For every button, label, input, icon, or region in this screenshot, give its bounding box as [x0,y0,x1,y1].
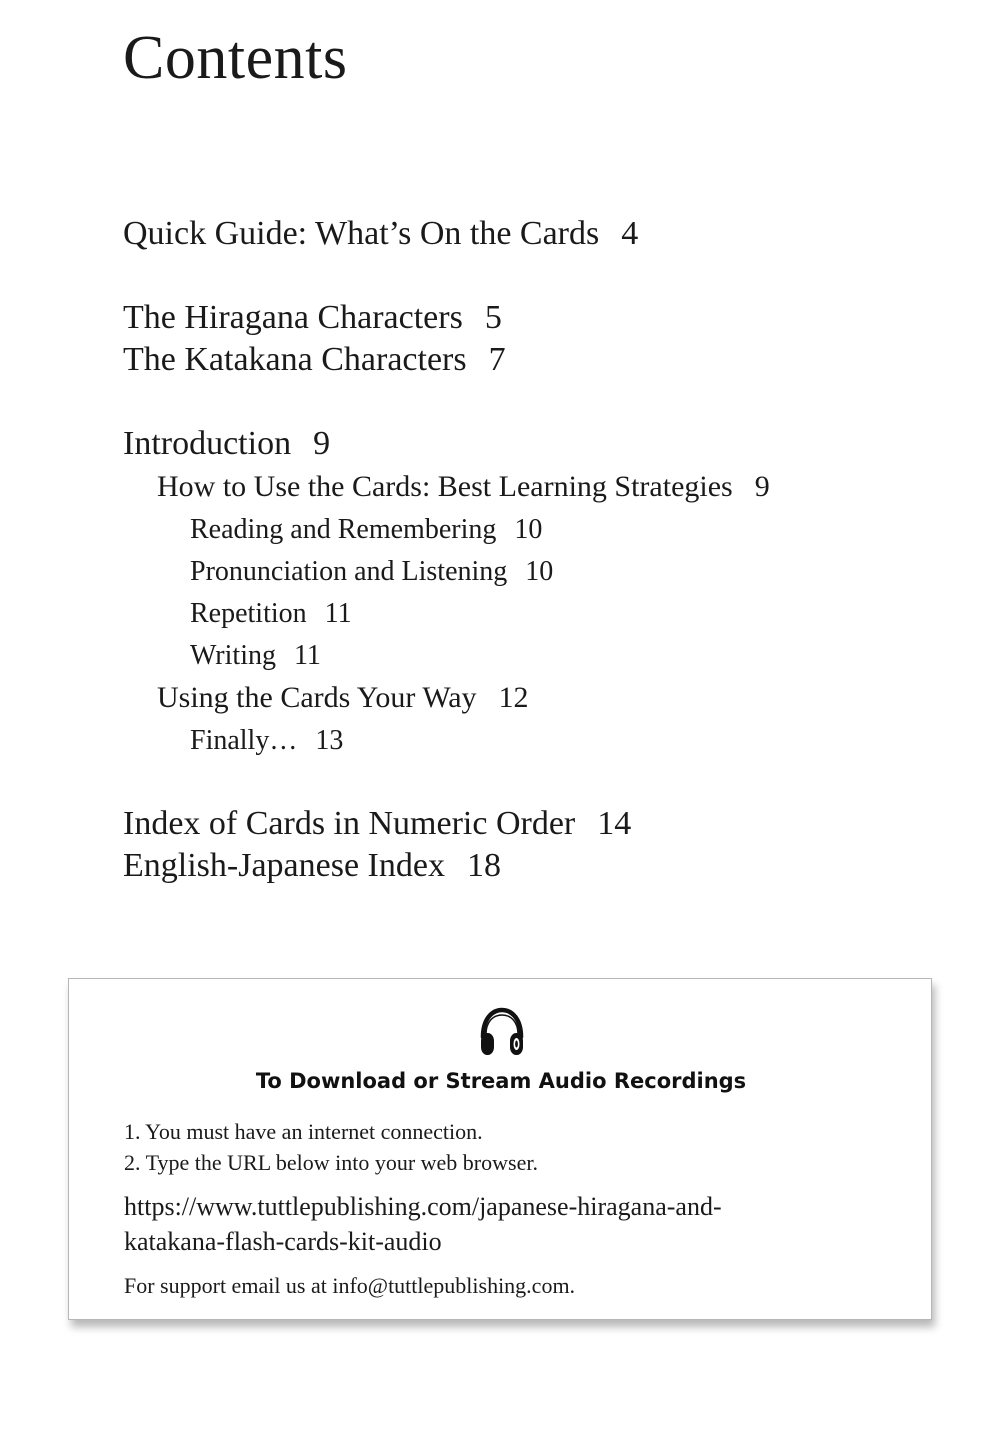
toc-entry-how-to-use[interactable] [157,469,770,505]
toc-entry-title: How to Use the Cards: Best Learning Strategies [157,470,733,503]
audio-url-line-2: katakana-flash-cards-kit-audio [124,1227,442,1256]
list-item: 1. You must have an internet connection. [124,1119,483,1144]
toc-entry-english-japanese-index[interactable] [123,846,501,886]
toc-entry-page: 5 [484,299,502,336]
toc-entry-page: 14 [597,805,632,842]
toc-entry-pronunciation[interactable] [190,555,553,589]
toc-entry-introduction[interactable] [123,424,330,464]
toc-entry-page: 12 [498,681,529,714]
list-item: 2. Type the URL below into your web browser. [124,1150,538,1175]
toc-entry-title: Index of Cards in Numeric Order [123,805,576,842]
toc-entry-page: 9 [754,470,770,503]
toc-entry-title: Quick Guide: What’s On the Cards [123,215,600,252]
audio-box-heading: To Download or Stream Audio Recordings [255,1069,747,1093]
toc-entry-finally[interactable] [190,724,343,758]
toc-entry-page: 4 [621,215,639,252]
audio-steps-list [124,1116,538,1178]
toc-entry-repetition[interactable] [190,597,352,631]
toc-entry-title: Finally… [190,725,298,756]
audio-url-link[interactable] [124,1189,844,1259]
page-title: Contents [123,24,348,92]
toc-entry-title: Reading and Remembering [190,514,497,545]
toc-entry-page: 9 [313,425,331,462]
toc-entry-title: Writing [190,640,276,671]
toc-entry-reading[interactable] [190,513,542,547]
toc-entry-page: 10 [514,514,543,545]
toc-entry-title: Pronunciation and Listening [190,556,508,587]
toc-entry-title: Repetition [190,598,307,629]
toc-entry-page: 7 [488,341,506,378]
audio-download-box [68,978,932,1320]
toc-entry-page: 18 [466,847,501,884]
support-email-text: For support email us at info@tuttlepublishing.com. [124,1273,576,1298]
toc-entry-page: 13 [315,725,344,756]
toc-entry-title: Introduction [123,425,292,462]
toc-entry-page: 11 [293,640,321,671]
toc-entry-hiragana[interactable] [123,298,502,338]
toc-entry-title: Using the Cards Your Way [157,681,477,714]
toc-entry-page: 10 [525,556,554,587]
toc-entry-index-numeric[interactable] [123,804,631,844]
toc-entry-quick-guide[interactable] [123,214,638,254]
toc-entry-page: 11 [324,598,352,629]
toc-entry-your-way[interactable] [157,680,529,716]
toc-entry-title: The Hiragana Characters [123,299,463,336]
toc-entry-writing[interactable] [190,639,321,673]
toc-entry-katakana[interactable] [123,340,506,380]
toc-entry-title: The Katakana Characters [123,341,467,378]
toc-entry-title: English-Japanese Index [123,847,445,884]
audio-url-line-1: https://www.tuttlepublishing.com/japanese-hiragana-and- [124,1192,722,1221]
headphones-icon [477,1005,527,1057]
